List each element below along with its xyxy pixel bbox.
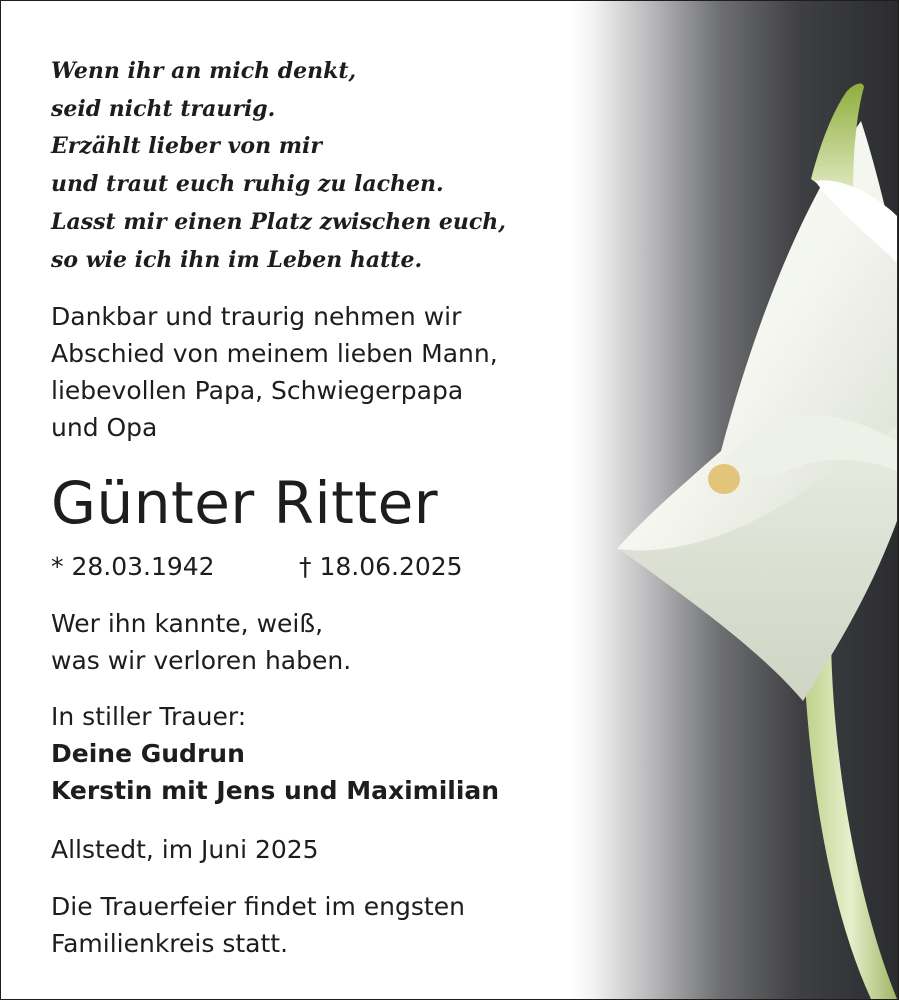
death-date: † 18.06.2025	[299, 552, 463, 581]
intro-line: Abschied von meinem lieben Mann,	[51, 339, 498, 368]
intro-text	[51, 298, 498, 446]
poem-line: Wenn ihr an mich denkt,	[51, 58, 357, 84]
quote-line: was wir verloren haben.	[51, 646, 352, 675]
poem-line: und traut euch ruhig zu lachen.	[51, 171, 444, 198]
funeral-note	[51, 888, 465, 962]
mourners-block	[51, 698, 499, 809]
poem-line: Erzählt lieber von mir	[51, 133, 322, 160]
calla-lily-icon	[571, 1, 898, 999]
poem-line: seid nicht traurig.	[51, 95, 276, 122]
quote	[51, 605, 351, 679]
poem-line: Lasst mir einen Platz zwischen euch,	[51, 208, 506, 235]
poem-line: so wie ich ihn im Leben hatte.	[51, 246, 423, 273]
intro-line: und Opa	[51, 413, 158, 442]
birth-date: * 28.03.1942	[51, 552, 215, 581]
mourning-heading: In stiller Trauer:	[51, 702, 247, 731]
funeral-line: Familienkreis statt.	[51, 929, 289, 958]
intro-line: Dankbar und traurig nehmen wir	[51, 302, 462, 331]
funeral-line: Die Trauerfeier findet im engsten	[51, 892, 465, 921]
place-date: Allstedt, im Juni 2025	[51, 835, 319, 864]
poem	[51, 53, 506, 279]
mourner-name: Kerstin mit Jens und Maximilian	[51, 776, 500, 805]
life-dates	[51, 548, 463, 585]
quote-line: Wer ihn kannte, weiß,	[51, 609, 324, 638]
calla-lily-photo	[571, 1, 898, 999]
mourner-name: Deine Gudrun	[51, 739, 245, 768]
deceased-name: Günter Ritter	[51, 469, 439, 537]
intro-line: liebevollen Papa, Schwiegerpapa	[51, 376, 464, 405]
